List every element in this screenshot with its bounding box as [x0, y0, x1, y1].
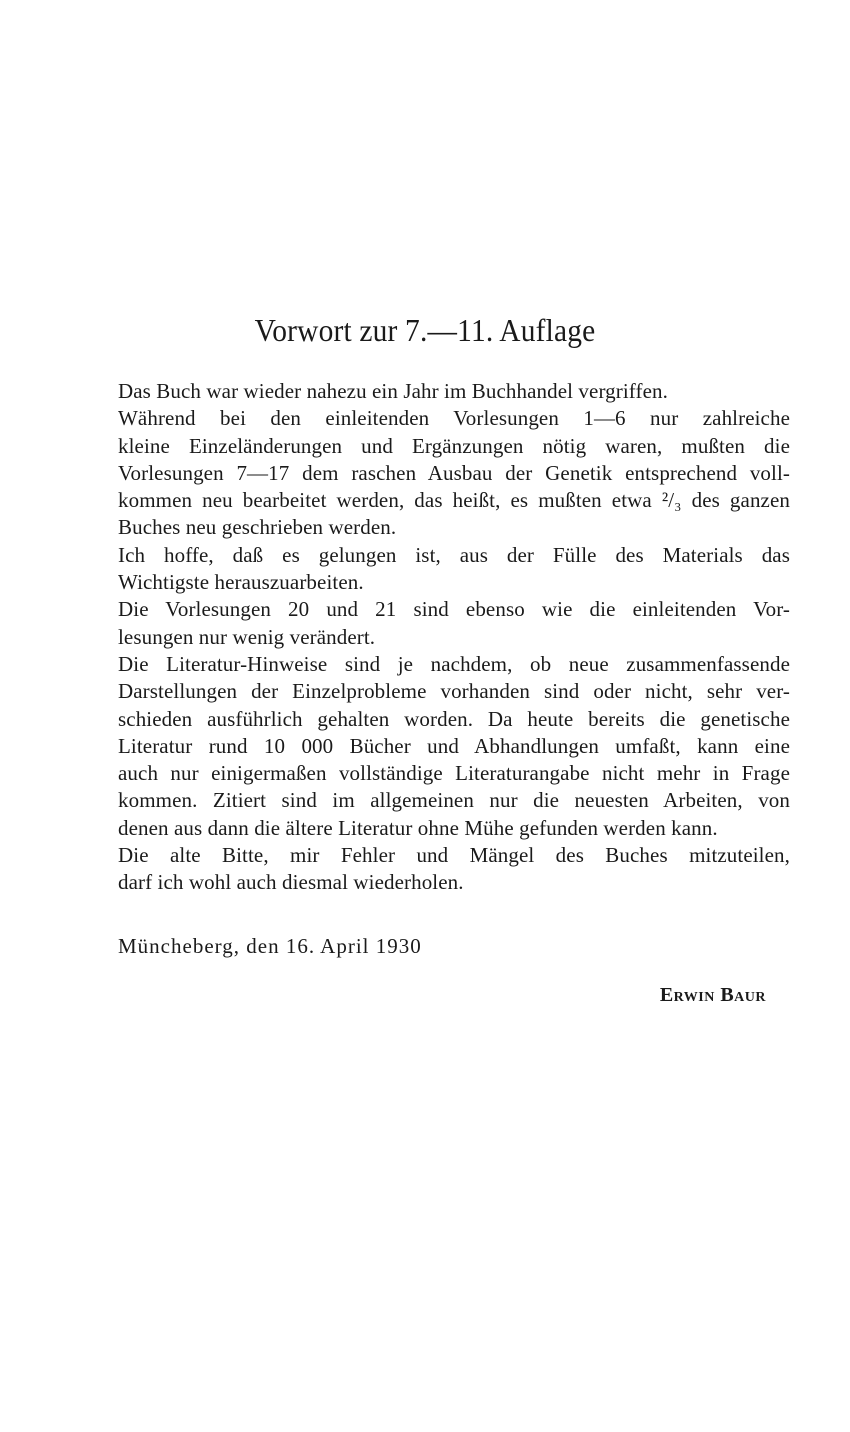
- paragraph-2: [60, 405, 790, 541]
- paragraph-line: schieden ausführlich gehalten worden. Da heute bereits die genetische: [118, 706, 790, 731]
- paragraph-line: Wichtigste herauszuarbeiten.: [118, 570, 364, 595]
- paragraph-line: kommen neu bearbeitet werden, das heißt, es mußten etwa ²/₃ des ganzen: [118, 488, 790, 513]
- paragraph-1: [60, 378, 790, 405]
- paragraph-line: darf ich wohl auch diesmal wiederholen.: [118, 870, 464, 895]
- paragraph-line: Ich hoffe, daß es gelungen ist, aus der Fülle des Materials das: [118, 542, 790, 567]
- paragraph-line: Die alte Bitte, mir Fehler und Mängel des Buches mitzuteilen,: [118, 843, 790, 868]
- preface-body: [60, 378, 790, 897]
- paragraph-line: Darstellungen der Einzelprobleme vorhanden sind oder nicht, sehr ver-: [118, 679, 790, 704]
- paragraph-line: lesungen nur wenig verändert.: [118, 624, 376, 649]
- paragraph-5: [60, 651, 790, 842]
- paragraph-4: [60, 596, 790, 651]
- paragraph-line: kommen. Zitiert sind im allgemeinen nur die neuesten Arbeiten, von: [118, 788, 790, 813]
- paragraph-line: Die Vorlesungen 20 und 21 sind ebenso wie die einleitenden Vor-: [118, 597, 790, 622]
- page-title: Vorwort zur 7.—11. Auflage: [254, 312, 596, 348]
- author-signature: Erwin Baur: [659, 984, 766, 1006]
- paragraph-line: Während bei den einleitenden Vorlesungen 1—6 nur zahlreiche: [118, 406, 790, 431]
- paragraph-line: Buches neu geschrieben werden.: [118, 515, 397, 540]
- paragraph-line: Literatur rund 10 000 Bücher und Abhandlungen umfaßt, kann eine: [118, 733, 790, 758]
- paragraph-3: [60, 542, 790, 597]
- paragraph-line: Die Literatur-Hinweise sind je nachdem, ob neue zusammenfassende: [118, 651, 790, 676]
- paragraph-line: kleine Einzeländerungen und Ergänzungen nötig waren, mußten die: [118, 433, 790, 458]
- paragraph-line: Vorlesungen 7—17 dem raschen Ausbau der Genetik entsprechend voll-: [118, 460, 790, 485]
- place-and-date: Müncheberg, den 16. April 1930: [118, 934, 422, 958]
- paragraph-6: [60, 842, 790, 897]
- paragraph-line: auch nur einigermaßen vollständige Literaturangabe nicht mehr in Frage: [118, 761, 790, 786]
- paragraph-line: denen aus dann die ältere Literatur ohne Mühe gefunden werden kann.: [118, 815, 718, 840]
- paragraph-line: Das Buch war wieder nahezu ein Jahr im Buchhandel vergriffen.: [118, 379, 668, 403]
